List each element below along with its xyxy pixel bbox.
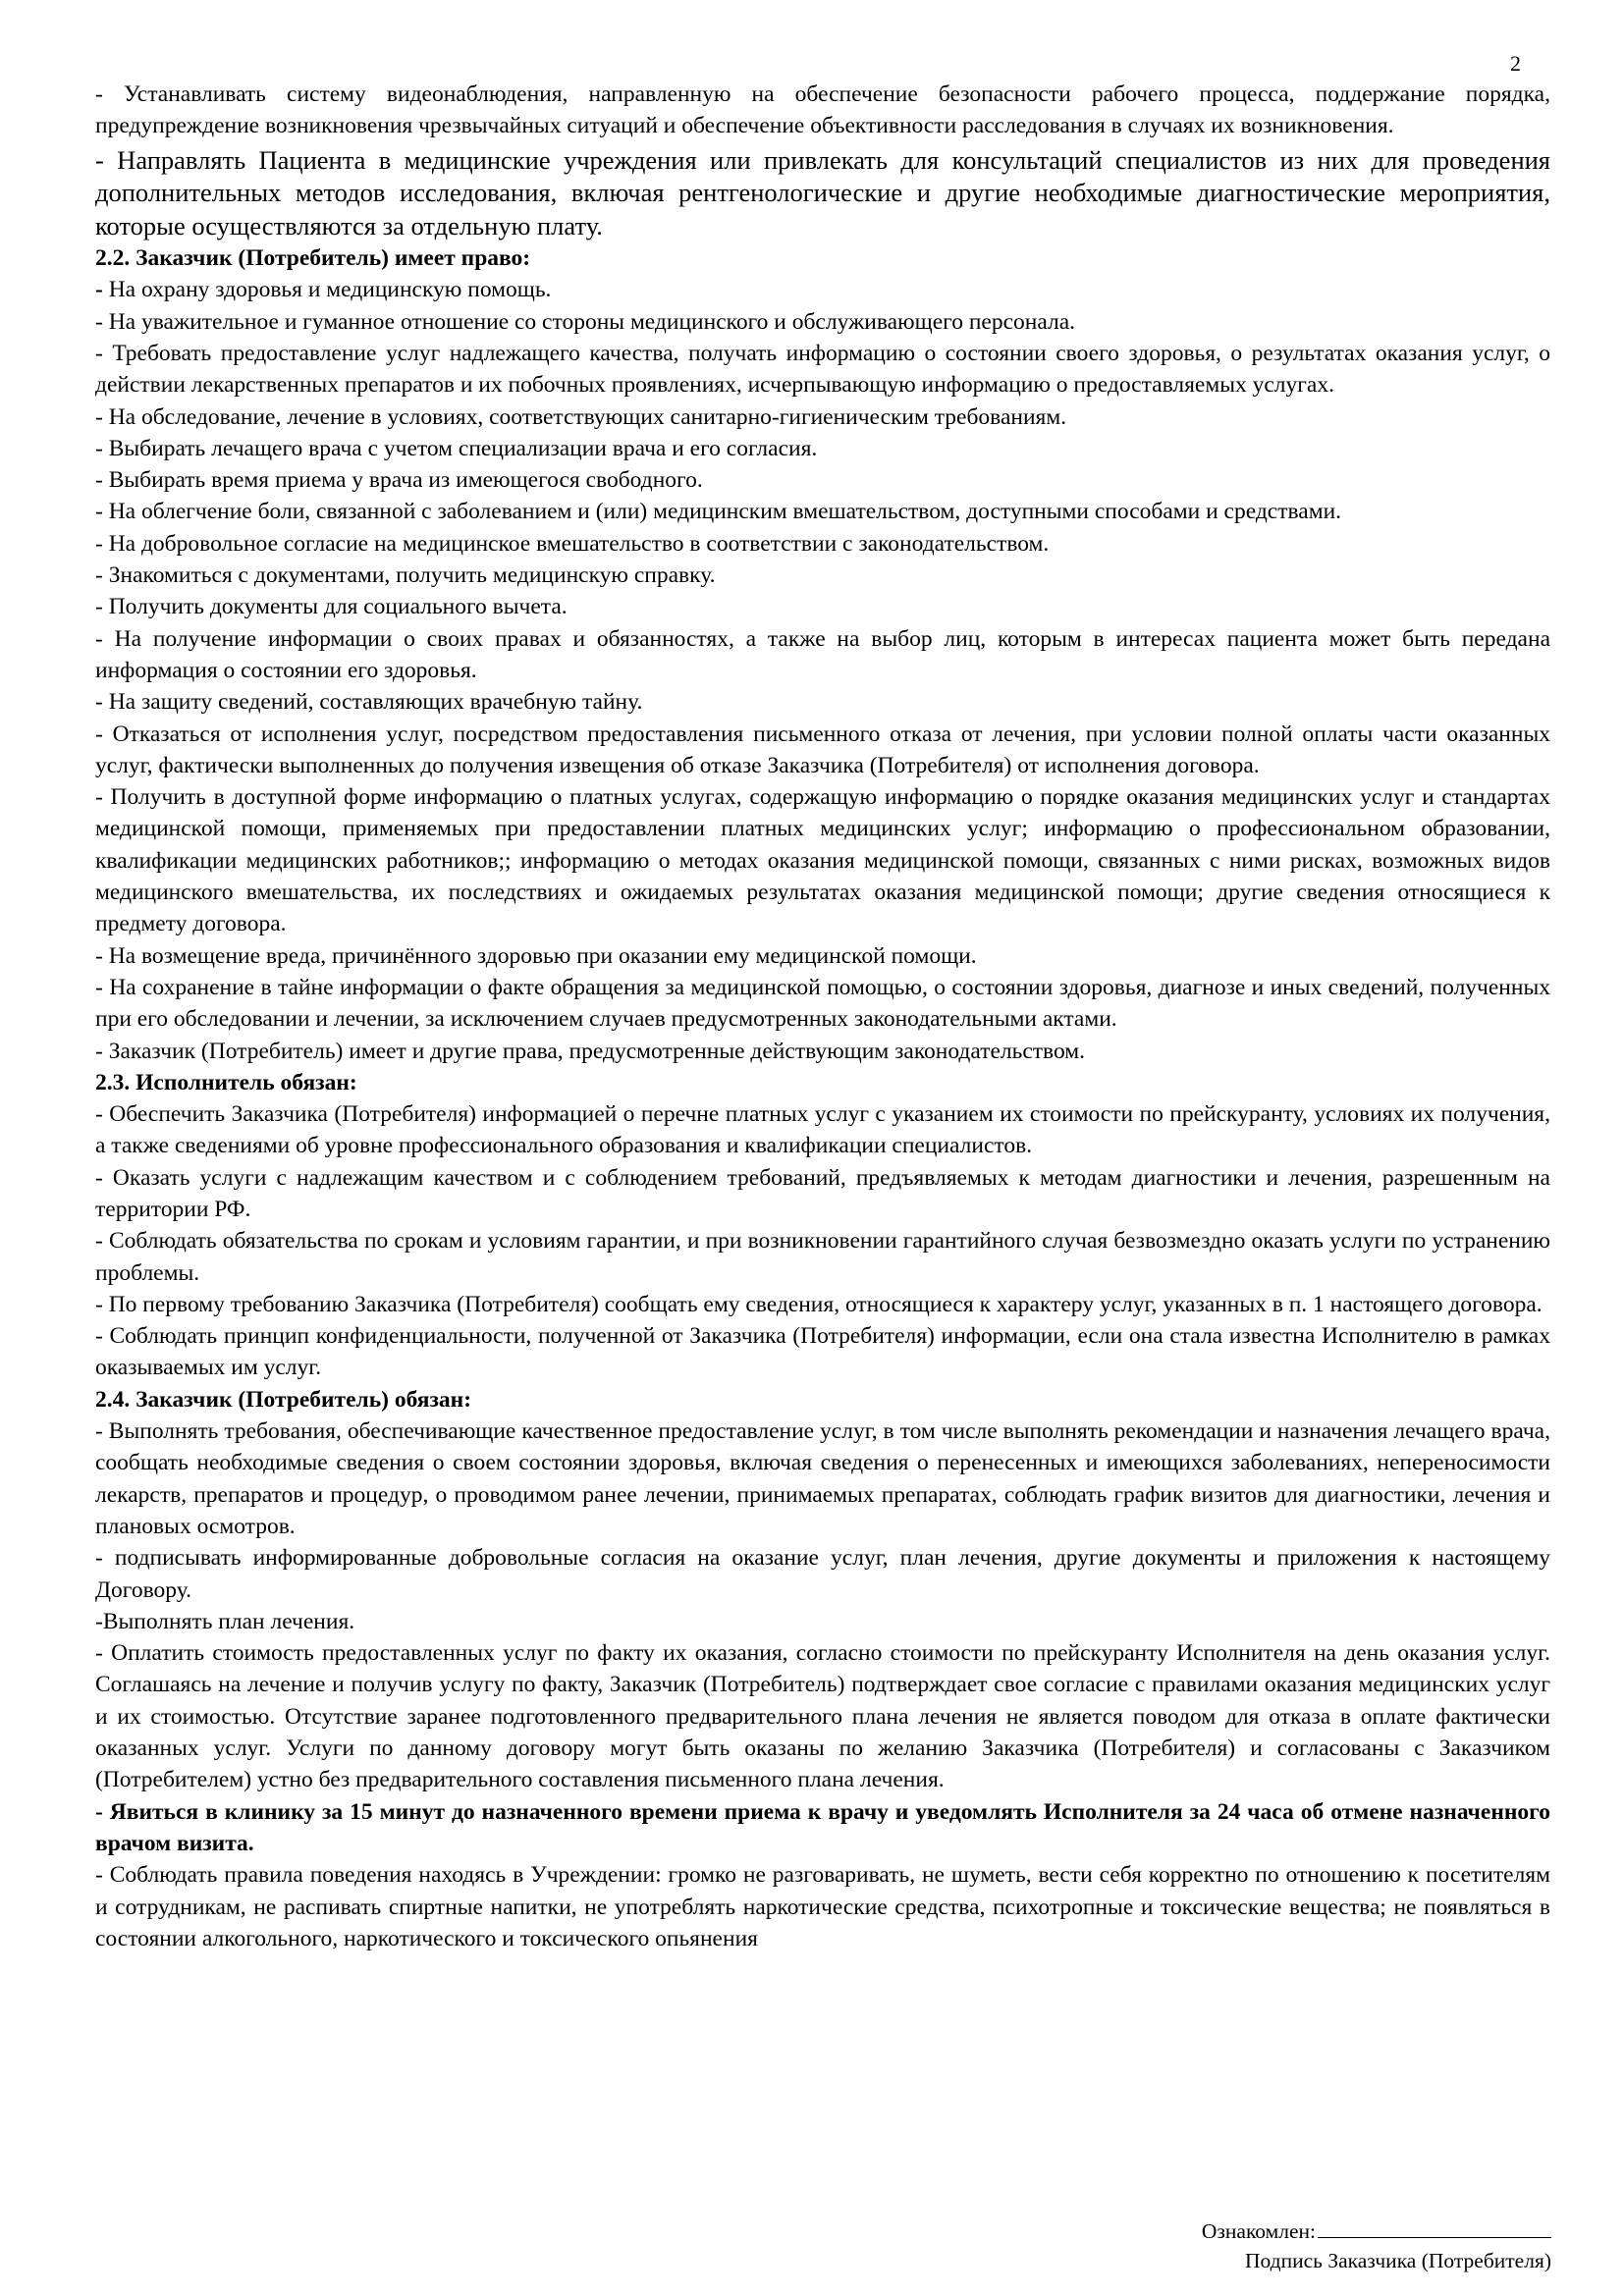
right-item: - На защиту сведений, составляющих врачебную тайну.: [95, 689, 643, 716]
right-item: - Получить в доступной форме информацию о платных услугах, содержащую информацию о порядке оказания медицинских услуг и стандартах медицинской помощи, применяемых при предоставлении платных медицинских услуг; информацию о профессиональном образовании, квалификации медицинских работников;; информацию о методах оказания медицинской помощи, связанных с ними рисках, возможных видов медицинского вмешательства, их последствиях и ожидаемых результатах оказания медицинской помощи; другие сведения относящиеся к предмету договора.: [95, 784, 1550, 937]
document-body: [95, 79, 1550, 1954]
section-heading-2-3: 2.3. Исполнитель обязан:: [95, 1069, 357, 1095]
right-item: - Знакомиться с документами, получить медицинскую справку.: [95, 562, 716, 589]
page-number: 2: [1510, 51, 1521, 76]
right-item: - Требовать предоставление услуг надлежащего качества, получать информацию о состоянии своего здоровья, о результатах оказания услуг, о действии лекарственных препаратов и их побочных проявлениях, исчерпывающую информацию о предоставляемых услугах.: [95, 340, 1550, 399]
paragraph-video-surveillance: - Устанавливать систему видеонаблюдения, направленную на обеспечение безопасности рабочего процесса, поддержание порядка, предупреждение возникновения чрезвычайных ситуаций и обеспечение объективности расследования в случаях их возникновения.: [95, 81, 1550, 139]
right-item-text: На охрану здоровья и медицинскую помощь.: [102, 277, 552, 303]
right-item: - На сохранение в тайне информации о факте обращения за медицинской помощью, о состоянии здоровья, диагнозе и иных сведений, полученных при его обследовании и лечении, за исключением случаев предусмотренных законодательными актами.: [95, 974, 1550, 1033]
right-item: - Заказчик (Потребитель) имеет и другие права, предусмотренные действующим законодательством.: [95, 1038, 1086, 1064]
customer-duty-item: - подписывать информированные добровольные согласия на оказание услуг, план лечения, другие документы и приложения к настоящему Договору.: [95, 1545, 1550, 1603]
executor-duty-item: - Оказать услуги с надлежащим качеством и с соблюдением требований, предъявляемых к методам диагностики и лечения, разрешенным на территории РФ.: [95, 1164, 1550, 1222]
bold-dash: -: [95, 277, 103, 303]
right-item: - На уважительное и гуманное отношение со стороны медицинского и обслуживающего персонала.: [95, 308, 1076, 335]
right-item: - На получение информации о своих правах и обязанностях, а также на выбор лиц, которым в интересах пациента может быть передана информация о состоянии его здоровья.: [95, 625, 1550, 683]
executor-duty-item: - Соблюдать обязательства по срокам и условиям гарантии, и при возникновении гарантийного случая безвозмездно оказать услуги по устранению проблемы.: [95, 1228, 1550, 1286]
customer-duty-item-bold: - Явиться в клинику за 15 минут до назначенного времени приема к врачу и уведомлять Исполнителя за 24 часа об отмене назначенного врачом визита.: [95, 1798, 1550, 1856]
signature-block: [982, 2216, 1551, 2275]
signature-underline: [1318, 2217, 1551, 2238]
right-item: [95, 274, 1550, 305]
right-item: - Выбирать время приема у врача из имеющегося свободного.: [95, 467, 703, 494]
section-heading-2-4: 2.4. Заказчик (Потребитель) обязан:: [95, 1386, 472, 1413]
right-item: - Получить документы для социального вычета.: [95, 594, 568, 620]
executor-duty-item: - По первому требованию Заказчика (Потребителя) сообщать ему сведения, относящиеся к характеру услуг, указанных в п. 1 настоящего договора.: [95, 1291, 1543, 1317]
right-item: - Выбирать лечащего врача с учетом специализации врача и его согласия.: [95, 435, 818, 461]
customer-duty-item: - Соблюдать правила поведения находясь в Учреждении: громко не разговаривать, не шуметь, вести себя корректно по отношению к посетителям и сотрудникам, не распивать спиртные напитки, не употреблять наркотические средства, психотропные и токсические вещества; не появляться в состоянии алкогольного, наркотического и токсического опьянения: [95, 1862, 1550, 1951]
acknowledgement-line: [982, 2216, 1551, 2246]
right-item: - Отказаться от исполнения услуг, посредством предоставления письменного отказа от лечения, при условии полной оплаты части оказанных услуг, фактически выполненных до получения извещения об отказе Заказчика (Потребителя) от исполнения договора.: [95, 721, 1550, 778]
executor-duty-item: - Обеспечить Заказчика (Потребителя) информацией о перечне платных услуг с указанием их стоимости по прейскуранту, условиях их получения, а также сведениями об уровне профессионального образования и квалификации специалистов.: [95, 1101, 1550, 1159]
right-item: - На добровольное согласие на медицинское вмешательство в соответствии с законодательством.: [95, 530, 1050, 557]
right-item: - На возмещение вреда, причинённого здоровью при оказании ему медицинской помощи.: [95, 942, 977, 969]
signature-caption: Подпись Заказчика (Потребителя): [1245, 2249, 1551, 2272]
right-item: - На обследование, лечение в условиях, соответствующих санитарно-гигиеническим требованиям.: [95, 403, 1067, 430]
customer-duty-item: - Выполнять требования, обеспечивающие качественное предоставление услуг, в том числе выполнять рекомендации и назначения лечащего врача, сообщать необходимые сведения о своем состоянии здоровья, включая сведения о перенесенных и имеющихся заболеваниях, непереносимости лекарств, препаратов и процедур, о проводимом ранее лечении, принимаемых препаратах, соблюдать график визитов для диагностики, лечения и плановых осмотров.: [95, 1418, 1550, 1539]
customer-duty-item: -Выполнять план лечения.: [95, 1608, 355, 1634]
acknowledgement-label: Ознакомлен:: [1201, 2219, 1316, 2243]
customer-duty-item: - Оплатить стоимость предоставленных услуг по факту их оказания, согласно стоимости по прейскуранту Исполнителя на день оказания услуг. Соглашаясь на лечение и получив услугу по факту, Заказчик (Потребитель) подтверждает свое согласие с правилами оказания медицинских услуг и их стоимостью. Отсутствие заранее подготовленного предварительного плана лечения не является поводом для отказа в оплате фактически оказанных услуг. Услуги по данному договору могут быть оказаны по желанию Заказчика (Потребителя) и согласованы с Заказчиком (Потребителем) устно без предварительного составления письменного плана лечения.: [95, 1640, 1550, 1793]
paragraph-referral: - Направлять Пациента в медицинские учреждения или привлекать для консультаций специалистов из них для проведения дополнительных методов исследования, включая рентгенологические и другие необходимые диагностические мероприятия, которые осуществляются за отдельную плату.: [95, 144, 1550, 240]
executor-duty-item: - Соблюдать принцип конфиденциальности, полученной от Заказчика (Потребителя) информации, если она стала известна Исполнителю в рамках оказываемых им услуг.: [95, 1323, 1550, 1381]
section-heading-2-2: 2.2. Заказчик (Потребитель) имеет право:: [95, 245, 531, 272]
right-item: - На облегчение боли, связанной с заболеванием и (или) медицинским вмешательством, доступными способами и средствами.: [95, 499, 1342, 525]
